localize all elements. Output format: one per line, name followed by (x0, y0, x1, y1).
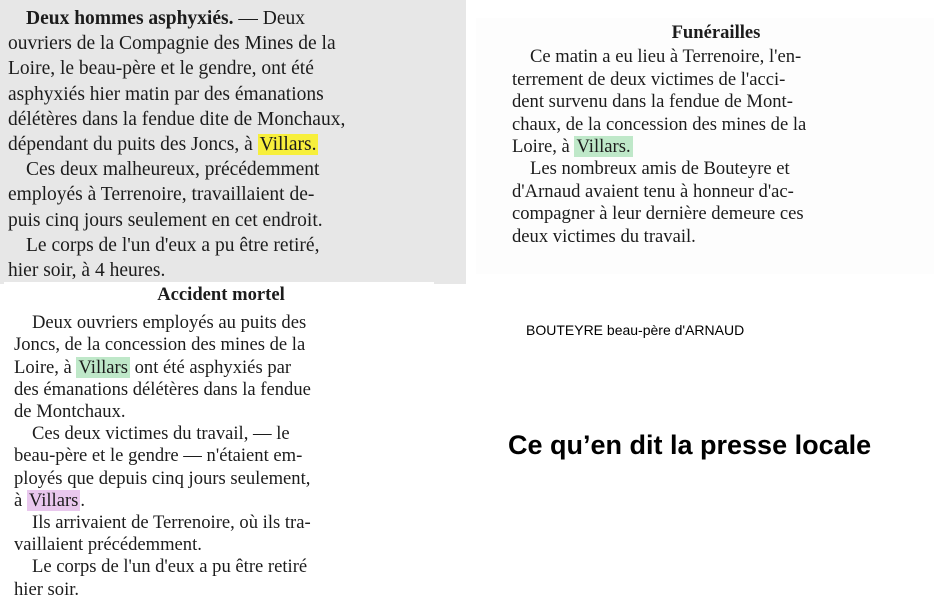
clip3-text: Loire, à (14, 356, 77, 378)
clip3-line: des émanations délétères dans la fendue (14, 378, 311, 400)
clip2-line: dent survenu dans la fendue de Mont- (512, 91, 793, 113)
clip2-line: terrement de deux victimes de l'acci- (512, 68, 786, 90)
clip3-line: Joncs, de la concession des mines de la (14, 334, 306, 356)
page-heading: Ce qu’en dit la presse locale (508, 430, 872, 460)
clip2-line: compagner à leur dernière demeure ces (512, 203, 804, 225)
clip1-line (8, 132, 458, 157)
clip1-line: employés à Terrenoire, travaillaient de- (8, 184, 315, 206)
clip2-line (512, 136, 920, 158)
clip3-text: . (80, 489, 86, 511)
clip3-text: ont été asphyxiés par (129, 356, 292, 378)
newspaper-clipping-deux-hommes (0, 0, 466, 284)
clip3-line: vaillaient précédemment. (14, 534, 202, 556)
clip2-line: Les nombreux amis de Bouteyre et (530, 158, 790, 180)
clip3-line (14, 357, 428, 379)
clip3-line: Ces deux victimes du travail, — le (32, 423, 290, 445)
clip1-line: hier soir, à 4 heures. (8, 260, 166, 282)
clip1-villars-highlight: Villars. (259, 134, 317, 156)
clip3-line: de Montchaux. (14, 401, 126, 423)
clip2-line: deux victimes du travail. (512, 225, 696, 247)
clip3-villars-highlight-pink: Villars (28, 489, 79, 511)
clip3-line: hier soir. (14, 578, 80, 600)
clip3-line: Le corps de l'un d'eux a pu être retiré (32, 556, 308, 578)
clip2-line: Ce matin a eu lieu à Terrenoire, l'en- (530, 46, 802, 68)
clip2-villars-highlight: Villars. (576, 136, 631, 158)
clip3-villars-highlight-green: Villars (78, 356, 128, 378)
clip1-line: Le corps de l'un d'eux a pu être retiré, (26, 234, 320, 256)
clip1-line: Ces deux malheureux, précédemment (26, 159, 320, 181)
clip3-line: beau-père et le gendre — n'étaient em- (14, 445, 303, 467)
clip3-title: Accident mortel (157, 284, 285, 305)
clip1-line: puis cinq jours seulement en cet endroit. (8, 209, 323, 231)
newspaper-clipping-accident-mortel (4, 282, 434, 600)
clip3-line: Deux ouvriers employés au puits des (32, 312, 307, 334)
clip3-line (14, 490, 428, 512)
clip1-line: ouvriers de la Compagnie des Mines de la (8, 33, 336, 55)
clip2-line: chaux, de la concession des mines de la (512, 113, 807, 135)
clip1-line: délétères dans la fendue dite de Monchaux, (8, 108, 346, 130)
clip1-line: Loire, le beau-père et le gendre, ont été (8, 58, 314, 80)
newspaper-clipping-funerailles (476, 18, 934, 274)
clip2-title: Funérailles (671, 22, 761, 43)
clip1-headline-rest: — Deux (233, 8, 305, 29)
clip1-line: asphyxiés hier matin par des émanations (8, 83, 324, 105)
clip2-text: Loire, à (512, 136, 575, 158)
clip1-line (8, 6, 458, 31)
clip3-text: à (14, 489, 27, 511)
clip3-line: Ils arrivaient de Terrenoire, où ils tra- (32, 512, 311, 534)
clip1-text: dépendant du puits des Joncs, à (8, 134, 258, 156)
clip1-headline: Deux hommes asphyxiés. (26, 8, 234, 29)
clip3-line: ployés que depuis cinq jours seulement, (14, 467, 311, 489)
clip2-line: d'Arnaud avaient tenu à honneur d'ac- (512, 180, 794, 202)
caption-bouteyre: BOUTEYRE beau-père d'ARNAUD (526, 322, 745, 338)
